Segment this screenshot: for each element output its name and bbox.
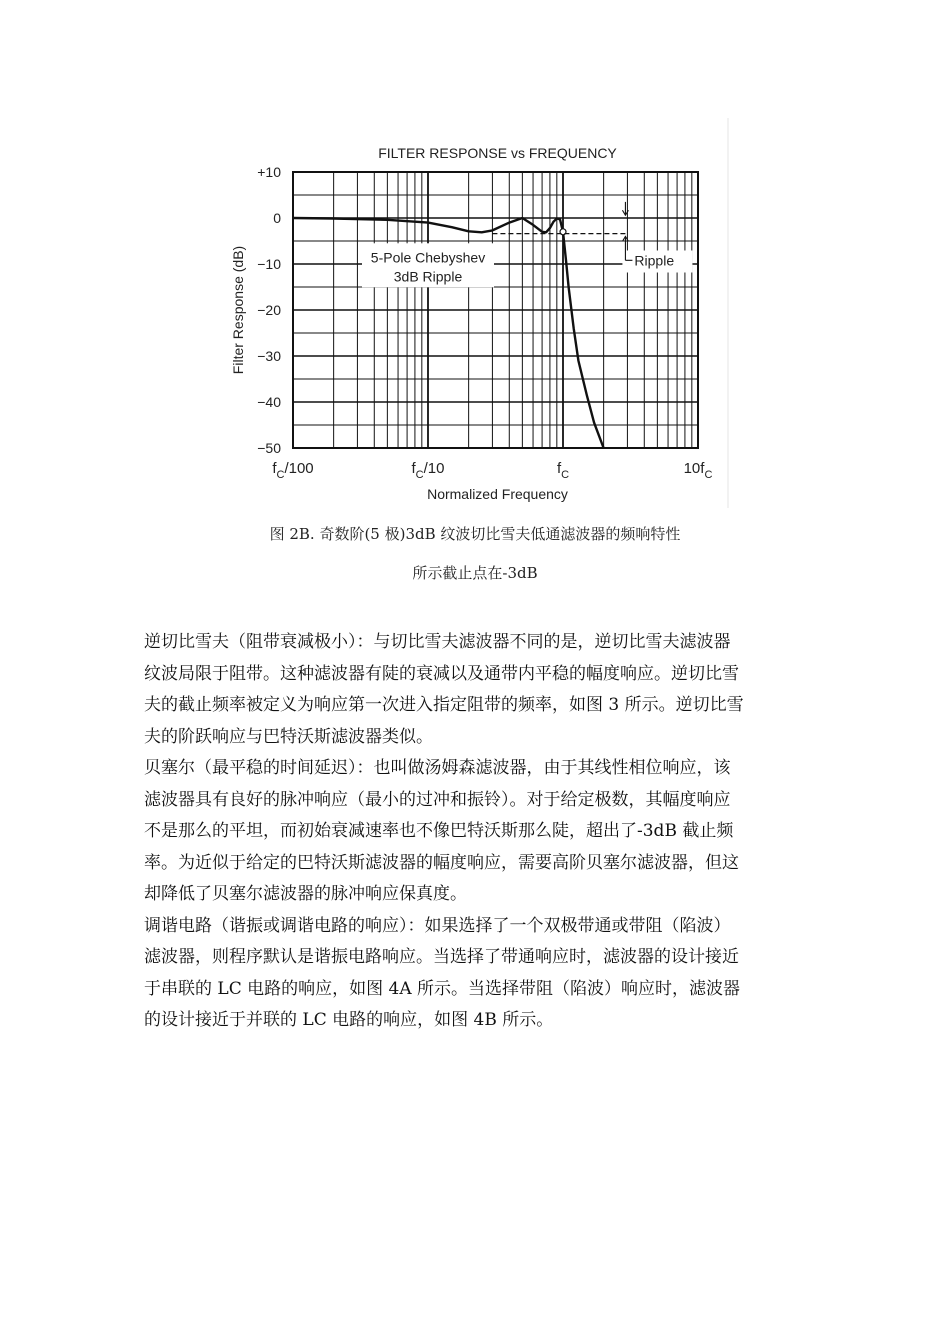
y-tick-label: −40 [257, 394, 281, 410]
text-line: 调谐电路（谐振或调谐电路的响应）：如果选择了一个双极带通或带阻（陷波） [144, 915, 731, 936]
text-line: 纹波局限于阻带。这种滤波器有陡的衰减以及通带内平稳的幅度响应。逆切比雪 [144, 663, 739, 684]
x-axis-label: Normalized Frequency [427, 486, 568, 502]
x-tick-label [684, 460, 713, 481]
text-line: 贝塞尔（最平稳的时间延迟）：也叫做汤姆森滤波器，由于其线性相位响应，该 [144, 758, 731, 778]
x-tick-suffix: /10 [423, 460, 445, 477]
text-line: 不是那么的平坦，而初始衰减速率也不像巴特沃斯那么陡，超出了-3dB 截止频 [144, 821, 734, 841]
paragraph-bessel [144, 753, 808, 911]
y-tick-label: +10 [257, 164, 281, 180]
text-line: 逆切比雪夫（阻带衰减极小）：与切比雪夫滤波器不同的是，逆切比雪夫滤波器 [144, 632, 731, 652]
y-tick-label: −20 [257, 302, 281, 318]
chart-title: FILTER RESPONSE vs FREQUENCY [378, 145, 617, 161]
annotation-label: 3dB Ripple [393, 268, 463, 285]
x-tick-subscript: C [415, 469, 424, 481]
x-tick-main: f [272, 460, 277, 477]
y-tick-label: −50 [257, 440, 281, 456]
x-tick-subscript: C [704, 469, 713, 481]
y-tick-label: −30 [257, 348, 281, 364]
text-line: 夫的截止频率被定义为响应第一次进入指定阻带的频率，如图 3 所示。逆切比雪 [144, 695, 744, 715]
x-tick-label [557, 460, 569, 481]
figure-caption-note: 所示截止点在-3dB [412, 564, 538, 582]
filter-response-chart [220, 118, 730, 508]
x-tick-main: f [411, 460, 416, 477]
x-tick-subscript: C [276, 469, 285, 481]
y-tick-label: −10 [257, 256, 281, 272]
text-line: 夫的阶跃响应与巴特沃斯滤波器类似。 [144, 726, 433, 747]
x-tick-main: 10f [683, 460, 705, 477]
filter-response-figure [220, 118, 730, 508]
x-tick-label [412, 460, 445, 481]
text-line: 却降低了贝塞尔滤波器的脉冲响应保真度。 [144, 884, 467, 904]
y-axis-label: Filter Response (dB) [230, 245, 246, 375]
x-tick-main: f [556, 460, 562, 477]
y-tick-label: 0 [273, 210, 281, 226]
text-line: 滤波器，则程序默认是谐振电路响应。当选择了带通响应时，滤波器的设计接近 [144, 947, 739, 967]
text-line: 的设计接近于并联的 LC 电路的响应，如图 4B 所示。 [144, 1010, 554, 1030]
ripple-label: Ripple [634, 252, 675, 269]
text-line: 于串联的 LC 电路的响应，如图 4A 所示。当选择带阻（陷波）响应时，滤波器 [144, 978, 741, 999]
text-line: 滤波器具有良好的脉冲响应（最小的过冲和振铃）。对于给定极数，其幅度响应 [144, 789, 731, 810]
x-tick-label [272, 460, 313, 481]
body-text [144, 627, 808, 1037]
annotation-label: 5-Pole Chebyshev [370, 249, 486, 266]
x-tick-subscript: C [561, 469, 570, 481]
text-line: 率。为近似于给定的巴特沃斯滤波器的幅度响应，需要高阶贝塞尔滤波器，但这 [144, 852, 739, 873]
paragraph-tuned-circuit [144, 911, 808, 1037]
x-tick-suffix: /100 [284, 460, 314, 477]
figure-caption: 图 2B. 奇数阶(5 极)3dB 纹波切比雪夫低通滤波器的频响特性 [269, 525, 681, 543]
paragraph-inverse-chebyshev [144, 627, 808, 753]
